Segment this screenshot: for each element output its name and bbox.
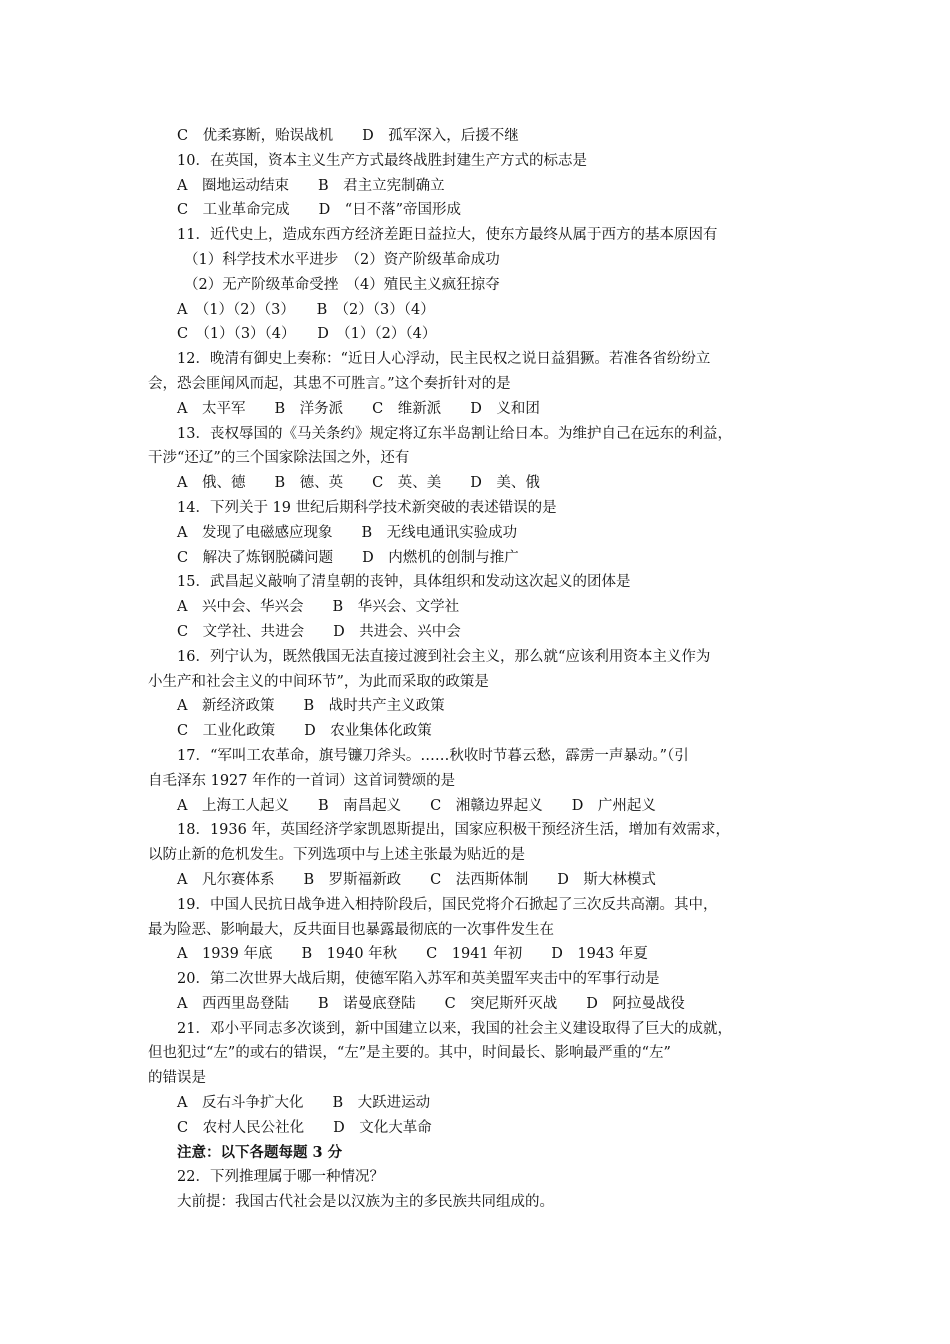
text-line: 18．1936 年，英国经济学家凯恩斯提出，国家应积极干预经济生活，增加有效需求， [177, 822, 730, 839]
text-line: A 圈地运动结束 B 君主立宪制确立 [177, 177, 445, 194]
text-line: A 反右斗争扩大化 B 大跃进运动 [177, 1095, 431, 1112]
text-line: C 文学社、共进会 D 共进会、兴中会 [177, 623, 461, 640]
text-line: 15．武昌起义敲响了清皇朝的丧钟，具体组织和发动这次起义的团体是 [177, 574, 631, 591]
text-line: 13．丧权辱国的《马关条约》规定将辽东半岛割让给日本。为维护自己在远东的利益， [177, 425, 732, 442]
text-line: 会，恐会匪闻风而起，其患不可胜言。”这个奏折针对的是 [148, 375, 511, 392]
text-line: 20．第二次世界大战后期，使德军陷入苏军和英美盟军夹击中的军事行动是 [177, 971, 660, 988]
text-line: A 太平军 B 洋务派 C 维新派 D 义和团 [177, 400, 540, 417]
document-body [148, 124, 818, 1215]
text-line: 14．下列关于 19 世纪后期科学技术新突破的表述错误的是 [177, 499, 557, 516]
text-line: （1）科学技术水平进步 （2）资产阶级革命成功 [184, 251, 500, 268]
text-line: A 凡尔赛体系 B 罗斯福新政 C 法西斯体制 D 斯大林模式 [177, 871, 656, 888]
text-line: 22．下列推理属于哪一种情况？ [177, 1169, 384, 1186]
text-line: 小生产和社会主义的中间环节”，为此而采取的政策是 [148, 673, 489, 690]
text-line: 自毛泽东 1927 年作的一首词）这首词赞颂的是 [148, 772, 456, 789]
text-line: C 解决了炼钢脱磷问题 D 内燃机的创制与推广 [177, 549, 519, 566]
text-line: 17．“军叫工农革命，旗号镰刀斧头。……秋收时节暮云愁，霹雳一声暴动。”（引 [177, 747, 689, 764]
text-line: A 上海工人起义 B 南昌起义 C 湘赣边界起义 D 广州起义 [177, 797, 656, 814]
text-line: A 1939 年底 B 1940 年秋 C 1941 年初 D 1943 年夏 [177, 946, 648, 963]
text-line: 21．邓小平同志多次谈到，新中国建立以来，我国的社会主义建设取得了巨大的成就， [177, 1020, 732, 1037]
text-line: A 俄、德 B 德、英 C 英、美 D 美、俄 [177, 475, 540, 492]
text-line: 11．近代史上，造成东西方经济差距日益拉大，使东方最终从属于西方的基本原因有 [177, 227, 718, 244]
text-line: C 工业化政策 D 农业集体化政策 [177, 723, 432, 740]
text-line: 干涉“还辽”的三个国家除法国之外，还有 [148, 450, 410, 467]
text-line: 的错误是 [148, 1070, 206, 1087]
text-line: 10．在英国，资本主义生产方式最终战胜封建生产方式的标志是 [177, 152, 587, 169]
text-line: （2）无产阶级革命受挫 （4）殖民主义疯狂掠夺 [184, 276, 500, 293]
text-line: 最为险恶、影响最大，反共面目也暴露最彻底的一次事件发生在 [148, 921, 554, 938]
text-line: 注意：以下各题每题 3 分 [177, 1143, 343, 1161]
text-line: 但也犯过“左”的或右的错误，“左”是主要的。其中，时间最长、影响最严重的“左” [148, 1045, 671, 1062]
text-line: A 新经济政策 B 战时共产主义政策 [177, 698, 445, 715]
text-line: 以防止新的危机发生。下列选项中与上述主张最为贴近的是 [148, 847, 525, 864]
text-line: A 西西里岛登陆 B 诺曼底登陆 C 突尼斯歼灭战 D 阿拉曼战役 [177, 995, 685, 1012]
text-line: C 工业革命完成 D “日不落”帝国形成 [177, 202, 462, 219]
text-line: 大前提：我国古代社会是以汉族为主的多民族共同组成的。 [177, 1194, 554, 1211]
text-line: 16．列宁认为，既然俄国无法直接过渡到社会主义，那么就“应该利用资本主义作为 [177, 648, 711, 665]
text-line: A 发现了电磁感应现象 B 无线电通讯实验成功 [177, 524, 518, 541]
text-line: C （1）（3）（4） D （1）（2）（4） [177, 326, 437, 343]
text-line: C 优柔寡断，贻误战机 D 孤军深入，后援不继 [177, 128, 519, 144]
text-line: 19．中国人民抗日战争进入相持阶段后，国民党将介石掀起了三次反共高潮。其中， [177, 896, 718, 913]
text-line: A （1）（2）（3） B （2）（3）（4） [177, 301, 435, 318]
text-line: C 农村人民公社化 D 文化大革命 [177, 1119, 432, 1136]
text-line: 12．晚清有御史上奏称：“近日人心浮动，民主民权之说日益猖獗。若准各省纷纷立 [177, 351, 711, 368]
text-line: A 兴中会、华兴会 B 华兴会、文学社 [177, 599, 460, 616]
